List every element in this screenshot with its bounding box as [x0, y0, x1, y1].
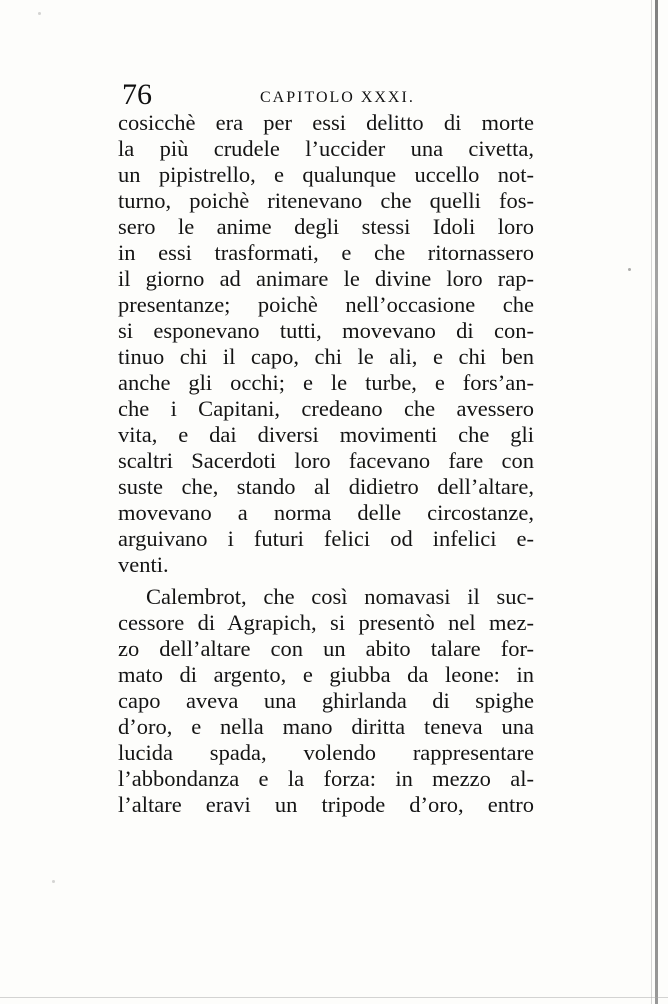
page-bottom-edge: [0, 997, 668, 998]
text-line: d’oro, e nella mano diritta teneva una: [118, 714, 534, 739]
paper-speck: [38, 12, 41, 15]
text-line: si esponevano tutti, movevano di con-: [118, 318, 534, 343]
page-edge-shadow: [655, 0, 658, 1004]
text-line: zo dell’altare con un abito talare for-: [118, 636, 534, 661]
text-line: un pipistrello, e qualunque uccello not-: [118, 162, 534, 187]
text-line: arguivano i futuri felici od infelici e-: [118, 526, 534, 551]
text-line: l’abbondanza e la forza: in mezzo al-: [118, 766, 534, 791]
text-line: tinuo chi il capo, chi le ali, e chi ben: [118, 344, 534, 369]
paragraph-2: [118, 584, 534, 818]
body-text: [118, 110, 534, 818]
page-number: 76: [122, 78, 152, 111]
page-header: [122, 78, 532, 112]
running-head: CAPITOLO XXXI.: [260, 89, 415, 106]
text-line: cessore di Agrapich, si presentò nel mez-: [118, 610, 534, 635]
text-line: scaltri Sacerdoti loro facevano fare con: [118, 448, 534, 473]
text-line: suste che, stando al didietro dell’altare,: [118, 474, 534, 499]
page-edge-line: [651, 0, 652, 1004]
text-line: presentanze; poichè nell’occasione che: [118, 292, 534, 317]
text-line: cosicchè era per essi delitto di morte: [118, 110, 534, 135]
text-line: venti.: [118, 552, 169, 577]
text-line: che i Capitani, credeano che avessero: [118, 396, 534, 421]
paper-speck: [628, 268, 631, 271]
text-line: l’altare eravi un tripode d’oro, entro: [118, 792, 534, 817]
text-line: vita, e dai diversi movimenti che gli: [118, 422, 534, 447]
paragraph-1: [118, 110, 534, 578]
text-line: la più crudele l’uccider una civetta,: [118, 136, 534, 161]
text-line: lucida spada, volendo rappresentare: [118, 740, 534, 765]
text-line: il giorno ad animare le divine loro rap-: [118, 266, 534, 291]
paper-speck: [52, 880, 55, 883]
text-line: sero le anime degli stessi Idoli loro: [118, 214, 534, 239]
text-line: capo aveva una ghirlanda di spighe: [118, 688, 534, 713]
text-line: anche gli occhi; e le turbe, e fors’an-: [118, 370, 534, 395]
text-line: movevano a norma delle circostanze,: [118, 500, 534, 525]
text-line: mato di argento, e giubba da leone: in: [118, 662, 534, 687]
text-line: in essi trasformati, e che ritornassero: [118, 240, 534, 265]
text-line: Calembrot, che così nomavasi il suc-: [146, 584, 534, 609]
text-line: turno, poichè ritenevano che quelli fos-: [118, 188, 534, 213]
